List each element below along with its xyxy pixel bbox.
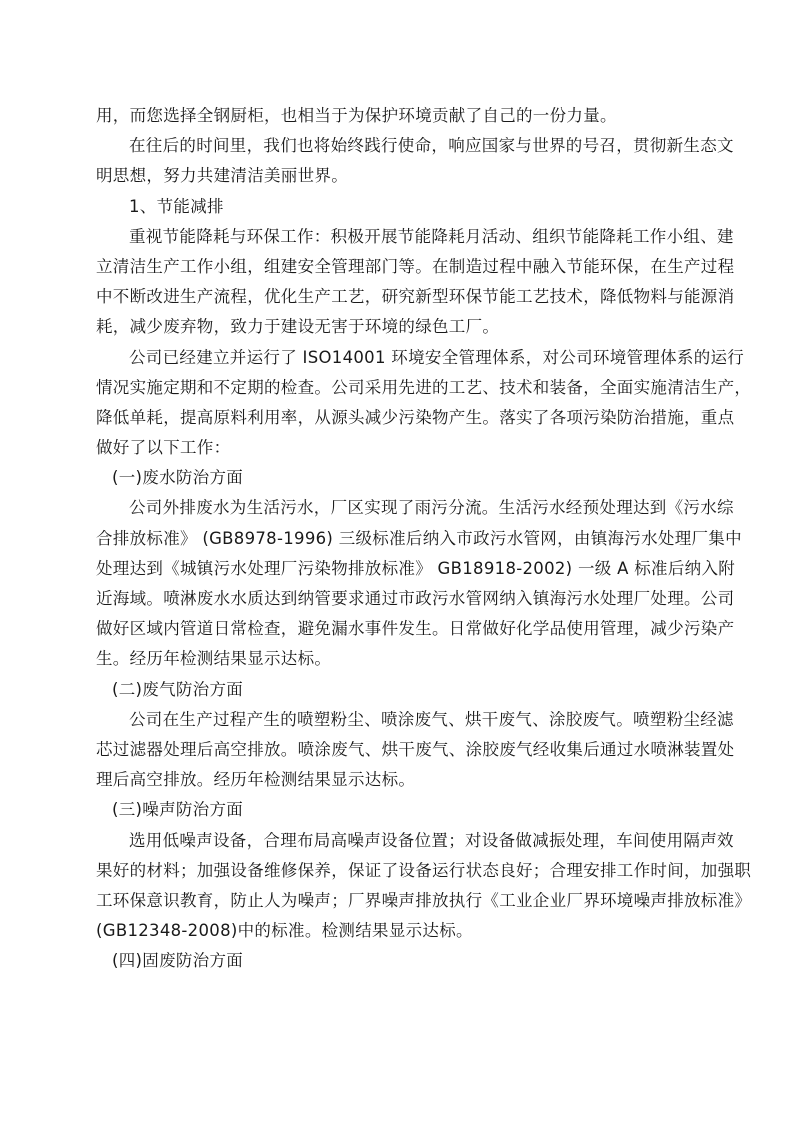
body-text-line: 生。经历年检测结果显示达标。	[96, 649, 332, 669]
body-text-line: 理后高空排放。经历年检测结果显示达标。	[96, 770, 416, 790]
paragraph-first-line: 公司外排废水为生活污水，厂区实现了雨污分流。生活污水经预处理达到《污水综	[129, 498, 734, 518]
body-text-line: 耗，减少废弃物，致力于建设无害于环境的绿色工厂。	[96, 317, 500, 337]
subsection-heading: (三)噪声防治方面	[112, 800, 244, 820]
body-text-line: (GB12348-2008)中的标准。检测结果显示达标。	[96, 921, 473, 941]
document-page	[96, 101, 752, 976]
body-text-line: 中不断改进生产流程，优化生产工艺，研究新型环保节能工艺技术，降低物料与能源消	[96, 287, 735, 307]
body-text-line: 立清洁生产工作小组，组建安全管理部门等。在制造过程中融入节能环保，在生产过程	[96, 256, 735, 276]
body-text-line: 情况实施定期和不定期的检查。公司采用先进的工艺、技术和装备，全面实施清洁生产，	[96, 377, 752, 397]
paragraph-first-line: 公司在生产过程产生的喷塑粉尘、喷涂废气、烘干废气、涂胶废气。喷塑粉尘经滤	[129, 709, 734, 729]
paragraph-first-line: 重视节能降耗与环保工作：积极开展节能降耗月活动、组织节能降耗工作小组、建	[129, 226, 734, 246]
body-text-line: 降低单耗，提高原料利用率，从源头减少污染物产生。落实了各项污染防治措施，重点	[96, 407, 735, 427]
body-text-line: 处理达到《城镇污水处理厂污染物排放标准》 GB18918-2002) 一级 A 标准后纳入附	[96, 558, 736, 578]
body-text-line: 做好区域内管道日常检查，避免漏水事件发生。日常做好化学品使用管理，减少污染产	[96, 619, 735, 639]
paragraph-first-line: 在往后的时间里，我们也将始终践行使命，响应国家与世界的号召，贯彻新生态文	[129, 136, 734, 156]
paragraph-first-line: 选用低噪声设备，合理布局高噪声设备位置；对设备做减振处理，车间使用隔声效	[129, 830, 734, 850]
body-text-line: 合排放标准》 (GB8978-1996) 三级标准后纳入市政污水管网，由镇海污水处理厂集中	[96, 528, 742, 548]
section-heading: 1、节能减排	[129, 196, 224, 216]
body-text-line: 近海域。喷淋废水水质达到纳管要求通过市政污水管网纳入镇海污水处理厂处理。公司	[96, 589, 735, 608]
body-text-line: 果好的材料；加强设备维修保养，保证了设备运行状态良好；合理安排工作时间，加强职	[96, 860, 752, 880]
body-text-line: 用，而您选择全钢厨柜，也相当于为保护环境贡献了自己的一份力量。	[96, 106, 617, 125]
subsection-heading: (四)固废防治方面	[112, 951, 244, 971]
subsection-heading: (二)废气防治方面	[112, 679, 244, 699]
body-text-line: 明思想，努力共建清洁美丽世界。	[96, 166, 348, 186]
paragraph-first-line: 公司已经建立并运行了 ISO14001 环境安全管理体系，对公司环境管理体系的运行	[129, 347, 745, 367]
body-text-line: 芯过滤器处理后高空排放。喷涂废气、烘干废气、涂胶废气经收集后通过水喷淋装置处	[96, 739, 735, 759]
subsection-heading: (一)废水防治方面	[112, 468, 244, 488]
body-text-line: 工环保意识教育，防止人为噪声；厂界噪声排放执行《工业企业厂界环境噪声排放标准》	[96, 890, 752, 910]
body-text-line: 做好了以下工作：	[96, 438, 231, 458]
